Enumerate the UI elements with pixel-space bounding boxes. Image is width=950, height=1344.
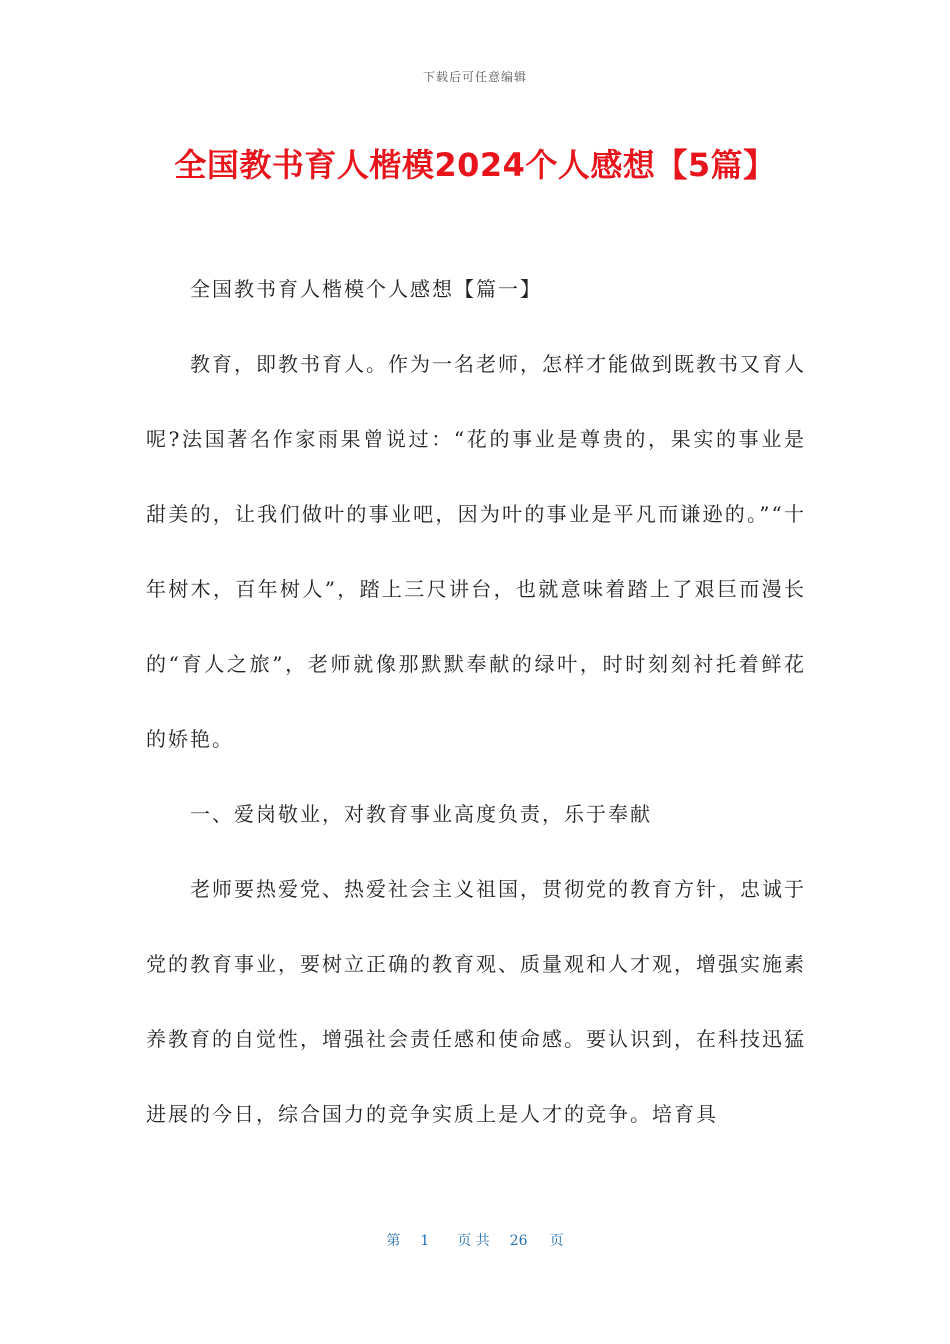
header-note: 下载后可任意编辑 — [422, 70, 527, 84]
paragraph: 老师要热爱党、热爱社会主义祖国，贯彻党的教育方针，忠诚于党的教育事业，要树立正确的教育观、质量观和人才观，增强实施素养教育的自觉性，增强社会责任感和使命感。要认识到，在科技迅猛进展的今日，综合国力的竞争实质上是人才的竞争。培育具 — [146, 877, 806, 1126]
footer-page-suffix: 页 — [549, 1233, 564, 1249]
paragraph: 教育，即教书育人。作为一名老师，怎样才能做到既教书又育人呢?法国著名作家雨果曾说过：“花的事业是尊贵的，果实的事业是甜美的，让我们做叶的事业吧，因为叶的事业是平凡而谦逊的。”“十年树木，百年树人”，踏上三尺讲台，也就意味着踏上了艰巨而漫长的“育人之旅”，老师就像那默默奉献的绿叶，时时刻刻衬托着鲜花的娇艳。 — [146, 352, 806, 751]
page-footer — [0, 1230, 950, 1250]
document-title: 全国教书育人楷模2024个人感想【5篇】 — [174, 146, 776, 184]
footer-page-mid: 页 共 — [457, 1233, 490, 1249]
point-heading: 一、爱岗敬业，对教育事业高度负责，乐于奉献 — [190, 802, 652, 826]
document-body — [146, 252, 806, 1152]
footer-page-number: 1 — [420, 1233, 430, 1249]
footer-page-total: 26 — [509, 1233, 528, 1249]
footer-page-prefix: 第 — [386, 1233, 401, 1249]
section-heading: 全国教书育人楷模个人感想【篇一】 — [190, 277, 542, 301]
